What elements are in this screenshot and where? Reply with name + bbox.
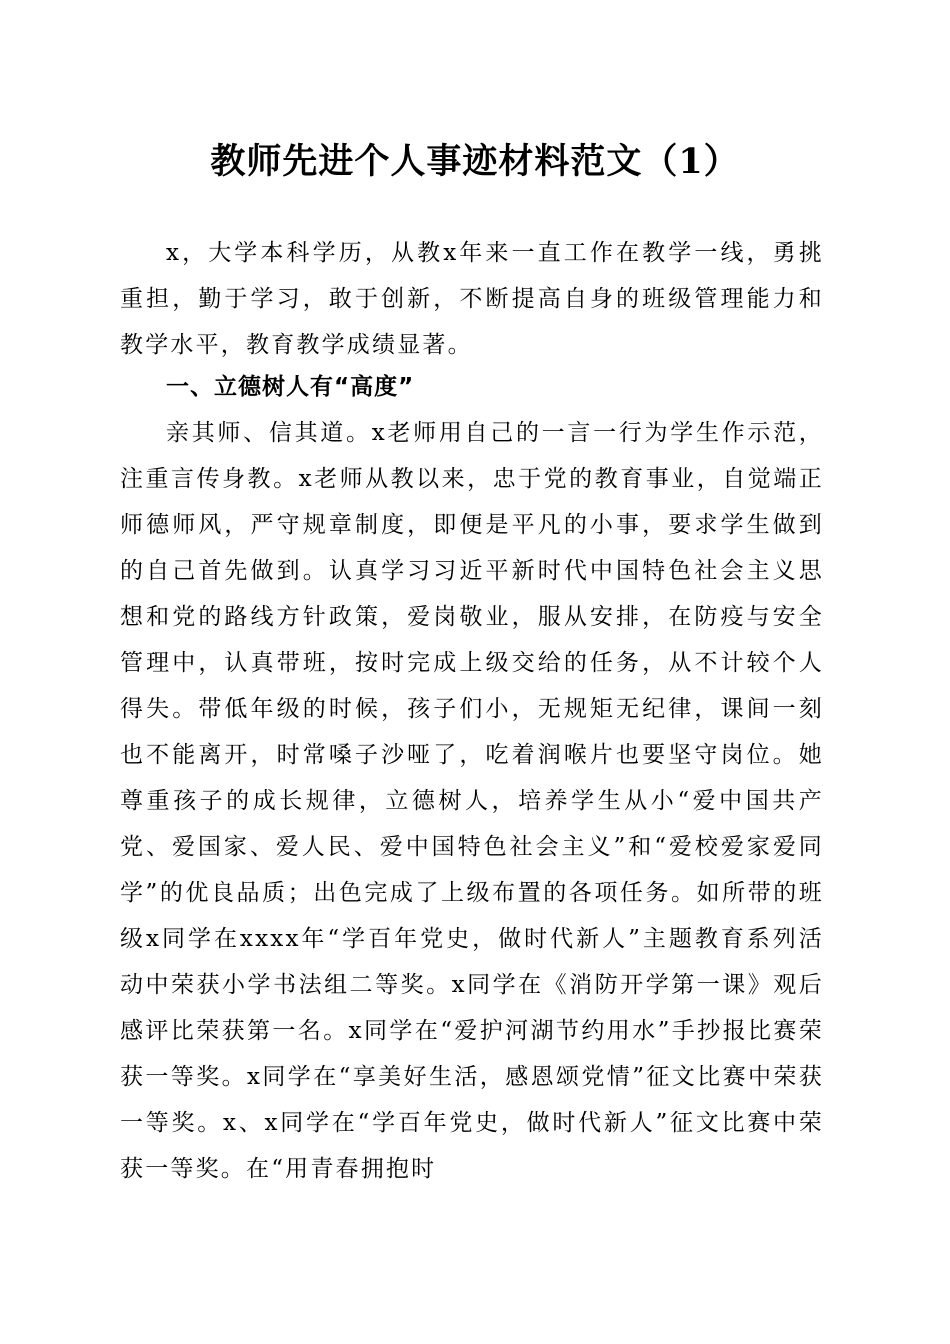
document-title: 教师先进个人事迹材料范文（1） <box>210 141 740 182</box>
section-heading: 一、立德树人有“高度” <box>166 374 415 400</box>
intro-paragraph-text: x，大学本科学历，从教x年来一直工作在教学一线，勇挑重担，勤于学习，敢于创新，不断提高自身的班级管理能力和教学水平，教育教学成绩显著。 <box>120 240 824 358</box>
section-paragraph-text: 亲其师、信其道。x老师用自己的一言一行为学生作示范，注重言传身教。x老师从教以来，忠于党的教育事业，自觉端正师德师风，严守规章制度，即便是平凡的小事，要求学生做到的自己首先做到。认真学习习近平新时代中国特色社会主义思想和党的路线方针政策，爱岗敬业，服从安排，在防疫与安全管理中，认真带班，按时完成上级交给的任务，从不计较个人得失。带低年级的时候，孩子们小，无规矩无纪律，课间一刻也不能离开，时常嗓子沙哑了，吃着润喉片也要坚守岗位。她尊重孩子的成长规律，立德树人，培养学生从小“爱中国共产党、爱国家、爱人民、爱中国特色社会主义”和“爱校爱家爱同学”的优良品质；出色完成了上级布置的各项任务。如所带的班级x同学在xxxx年“学百年党史，做时代新人”主题教育系列活动中荣获小学书法组二等奖。x同学在《消防开学第一课》观后感评比荣获第一名。x同学在“爱护河湖节约用水”手抄报比赛荣获一等奖。x同学在“享美好生活，感恩颂党情”征文比赛中荣获一等奖。x、x同学在“学百年党史，做时代新人”征文比赛中荣获一等奖。在“用青春拥抱时 <box>120 420 824 1182</box>
section-paragraph <box>120 410 824 1192</box>
intro-paragraph <box>120 230 824 368</box>
